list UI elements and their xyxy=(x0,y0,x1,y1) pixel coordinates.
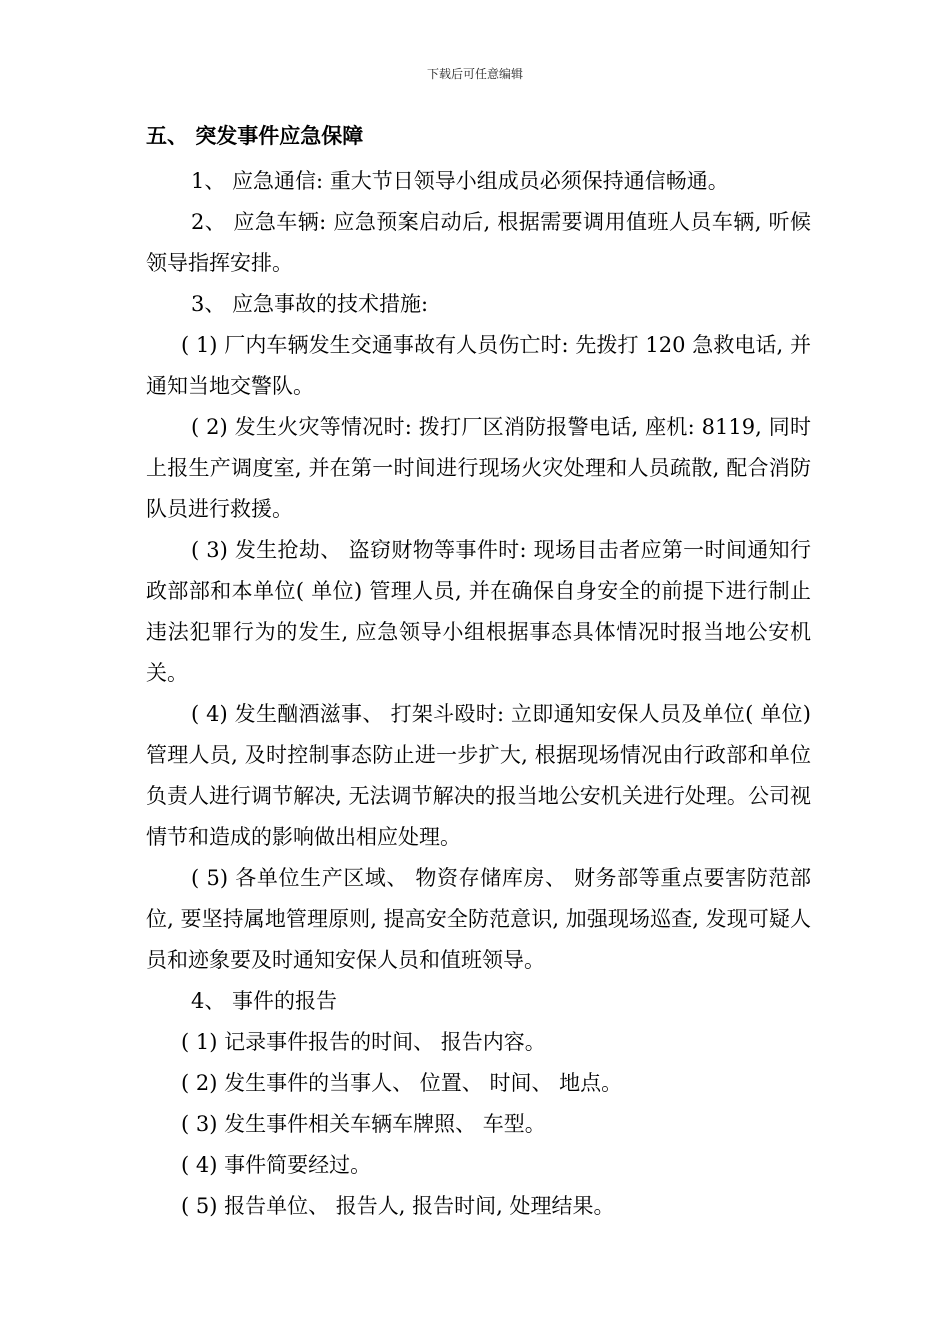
paragraph-report-item-3: ( 3) 发生事件相关车辆车牌照、 车型。 xyxy=(181,1112,546,1136)
paragraph-measure-2: ( 2) 发生火灾等情况时: 拨打厂区消防报警电话, 座机: 8119, 同时上报生产调度室, 并在第一时间进行现场火灾处理和人员疏散, 配合消防队员进行救援。 xyxy=(146,415,811,521)
page-header-note: 下载后可任意编辑 xyxy=(426,67,523,81)
paragraph-measure-4: ( 4) 发生酗酒滋事、 打架斗殴时: 立即通知安保人员及单位( 单位) 管理人员, 及时控制事态防止进一步扩大, 根据现场情况由行政部和单位负责人进行调节解决, 无法调节解决的报当地公安机关进行处理。公司视情节和造成的影响做出相应处理。 xyxy=(146,702,811,849)
paragraph-technical-measures-title: 3、 应急事故的技术措施: xyxy=(191,292,429,316)
paragraph-report-item-2: ( 2) 发生事件的当事人、 位置、 时间、 地点。 xyxy=(181,1071,623,1095)
paragraph-emergency-communication: 1、 应急通信: 重大节日领导小组成员必须保持通信畅通。 xyxy=(191,169,729,193)
paragraph-measure-3: ( 3) 发生抢劫、 盗窃财物等事件时: 现场目击者应第一时间通知行政部部和本单位( 单位) 管理人员, 并在确保自身安全的前提下进行制止违法犯罪行为的发生, 应急领导小组根据事态具体情况时报当地公安机关。 xyxy=(146,538,811,685)
paragraph-emergency-vehicles: 2、 应急车辆: 应急预案启动后, 根据需要调用值班人员车辆, 听候领导指挥安排。 xyxy=(146,210,811,275)
paragraph-measure-1: ( 1) 厂内车辆发生交通事故有人员伤亡时: 先拨打 120 急救电话, 并通知当地交警队。 xyxy=(146,333,811,398)
paragraph-event-report-title: 4、 事件的报告 xyxy=(191,989,338,1013)
paragraph-measure-5: ( 5) 各单位生产区域、 物资存储库房、 财务部等重点要害防范部位, 要坚持属地管理原则, 提高安全防范意识, 加强现场巡查, 发现可疑人员和迹象要及时通知安保人员和值班领导。 xyxy=(146,866,811,972)
section-heading: 五、 突发事件应急保障 xyxy=(146,124,364,148)
document-body xyxy=(146,120,811,1227)
paragraph-report-item-5: ( 5) 报告单位、 报告人, 报告时间, 处理结果。 xyxy=(181,1194,615,1218)
paragraph-report-item-4: ( 4) 事件简要经过。 xyxy=(181,1153,372,1177)
paragraph-report-item-1: ( 1) 记录事件报告的时间、 报告内容。 xyxy=(181,1030,546,1054)
